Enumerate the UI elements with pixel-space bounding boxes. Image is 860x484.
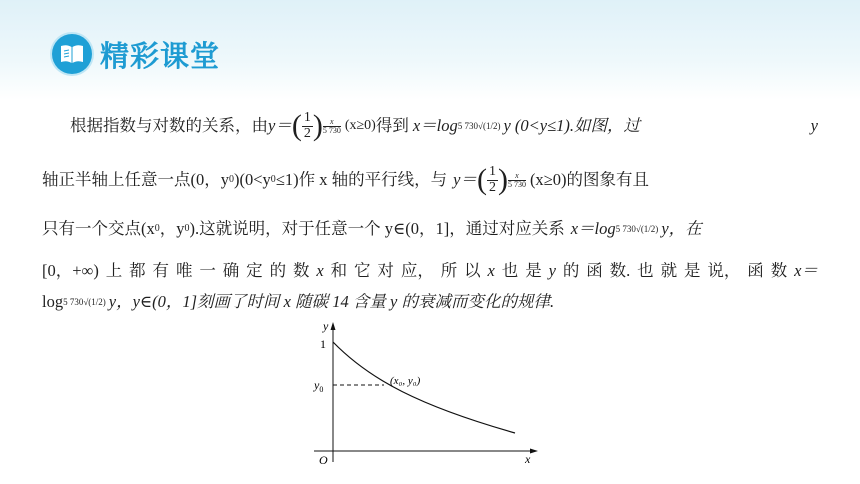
origin-label: O bbox=[319, 453, 328, 467]
section-title: 精彩课堂 bbox=[100, 38, 221, 73]
fraction-half: $\frac{1}{2}$ bbox=[488, 163, 496, 195]
text-token: 数 bbox=[770, 260, 788, 280]
tick-y0: $y_0$ bbox=[314, 378, 324, 394]
text-token: 数 bbox=[292, 260, 310, 280]
section-header bbox=[52, 32, 220, 76]
paren-left: ( bbox=[291, 109, 302, 142]
log-base: 5 730√(1/2) bbox=[615, 223, 659, 234]
text-segment: 根据指数与对数的关系，由 bbox=[70, 115, 268, 135]
text-token: 应， bbox=[400, 260, 434, 280]
paragraph-line-2 bbox=[42, 160, 818, 200]
text-token: 唯 bbox=[175, 260, 193, 280]
text-token: 函 bbox=[586, 260, 603, 280]
y-axis-arrow bbox=[331, 322, 336, 330]
text-token: 数. bbox=[609, 260, 631, 280]
subscript: 0 bbox=[270, 174, 276, 185]
text-segment: y (0<y≤1).如图，过 bbox=[503, 115, 641, 135]
text-token: x bbox=[316, 260, 324, 280]
log-base: 5 730√(1/2) bbox=[63, 296, 106, 307]
text-token: [0，+∞) bbox=[42, 260, 99, 280]
text-token: 以 bbox=[464, 260, 481, 280]
paren-right: ) bbox=[312, 109, 323, 142]
text-token: 上 bbox=[105, 260, 123, 280]
paragraph-line-4 bbox=[42, 259, 818, 283]
text-token: 的 bbox=[269, 260, 287, 280]
x-axis-arrow bbox=[530, 449, 538, 454]
decay-curve bbox=[333, 342, 515, 433]
text-token: 也 bbox=[637, 260, 654, 280]
text-segment: 得到 bbox=[375, 115, 409, 135]
fraction-half: $\frac{1}{2}$ bbox=[303, 109, 311, 141]
text-segment: y，y∈(0，1]刻画了时间 x 随碳 14 含量 y 的衰减而变化的规律. bbox=[108, 291, 555, 311]
text-token: y bbox=[548, 260, 556, 280]
y-axis-label: y bbox=[323, 319, 329, 333]
text-segment: log bbox=[42, 291, 64, 311]
book-icon bbox=[52, 34, 92, 74]
x-axis-label: x bbox=[525, 452, 531, 466]
text-segment: (x≥0)的图象有且 bbox=[529, 169, 649, 189]
text-token: x bbox=[487, 260, 495, 280]
text-token: 有 bbox=[152, 260, 170, 280]
exponent-fraction: x 5 730 bbox=[507, 170, 526, 189]
text-token: 就 bbox=[660, 260, 678, 280]
text-token: 是 bbox=[525, 260, 542, 280]
text-segment: y bbox=[810, 115, 818, 135]
math-x-log: x＝log bbox=[412, 115, 458, 135]
paren-left: ( bbox=[476, 163, 487, 196]
paragraph-line-3 bbox=[42, 212, 818, 246]
text-token: 函 bbox=[747, 260, 764, 280]
math-y-equals: y＝ bbox=[268, 115, 292, 135]
text-token: 说， bbox=[707, 260, 741, 280]
text-token: 定 bbox=[246, 260, 263, 280]
subscript: 0 bbox=[154, 223, 160, 234]
log-base: 5 730√(1/2) bbox=[457, 120, 501, 131]
paren-right: ) bbox=[497, 163, 508, 196]
paragraph-line-5 bbox=[42, 288, 818, 316]
text-token: 和 bbox=[330, 260, 348, 280]
text-token: 它 bbox=[354, 260, 371, 280]
text-segment: 轴正半轴上任意一点(0，y bbox=[42, 169, 229, 189]
exponent-fraction: x 5 730 bbox=[322, 116, 341, 135]
condition: (x≥0) bbox=[344, 118, 376, 133]
math-y-equals: y＝ bbox=[453, 169, 477, 189]
text-token: x＝ bbox=[794, 260, 818, 280]
point-label: (x₀, y₀) bbox=[390, 375, 421, 387]
text-segment: ≤1)作 x 轴的平行线，与 bbox=[275, 169, 448, 189]
text-token: 也 bbox=[501, 260, 519, 280]
subscript: 0 bbox=[184, 223, 190, 234]
text-token: 所 bbox=[440, 260, 458, 280]
text-token: 是 bbox=[683, 260, 701, 280]
text-segment: y，在 bbox=[661, 218, 702, 238]
text-token: 的 bbox=[562, 260, 580, 280]
text-token: 对 bbox=[377, 260, 394, 280]
text-segment: 只有一个交点(x bbox=[42, 218, 155, 238]
math-x-log: x＝log bbox=[570, 218, 616, 238]
text-segment: ).这就说明，对于任意一个 y∈(0，1]，通过对应关系 bbox=[189, 218, 565, 238]
tick-one: 1 bbox=[320, 337, 326, 351]
decay-graph bbox=[310, 318, 540, 468]
text-segment: )(0<y bbox=[234, 169, 271, 189]
text-segment: ，y bbox=[159, 218, 185, 238]
text-token: 确 bbox=[222, 260, 240, 280]
subscript: 0 bbox=[229, 174, 234, 185]
text-token: 一 bbox=[199, 260, 216, 280]
paragraph-line-1 bbox=[42, 106, 818, 146]
text-token: 都 bbox=[129, 260, 146, 280]
